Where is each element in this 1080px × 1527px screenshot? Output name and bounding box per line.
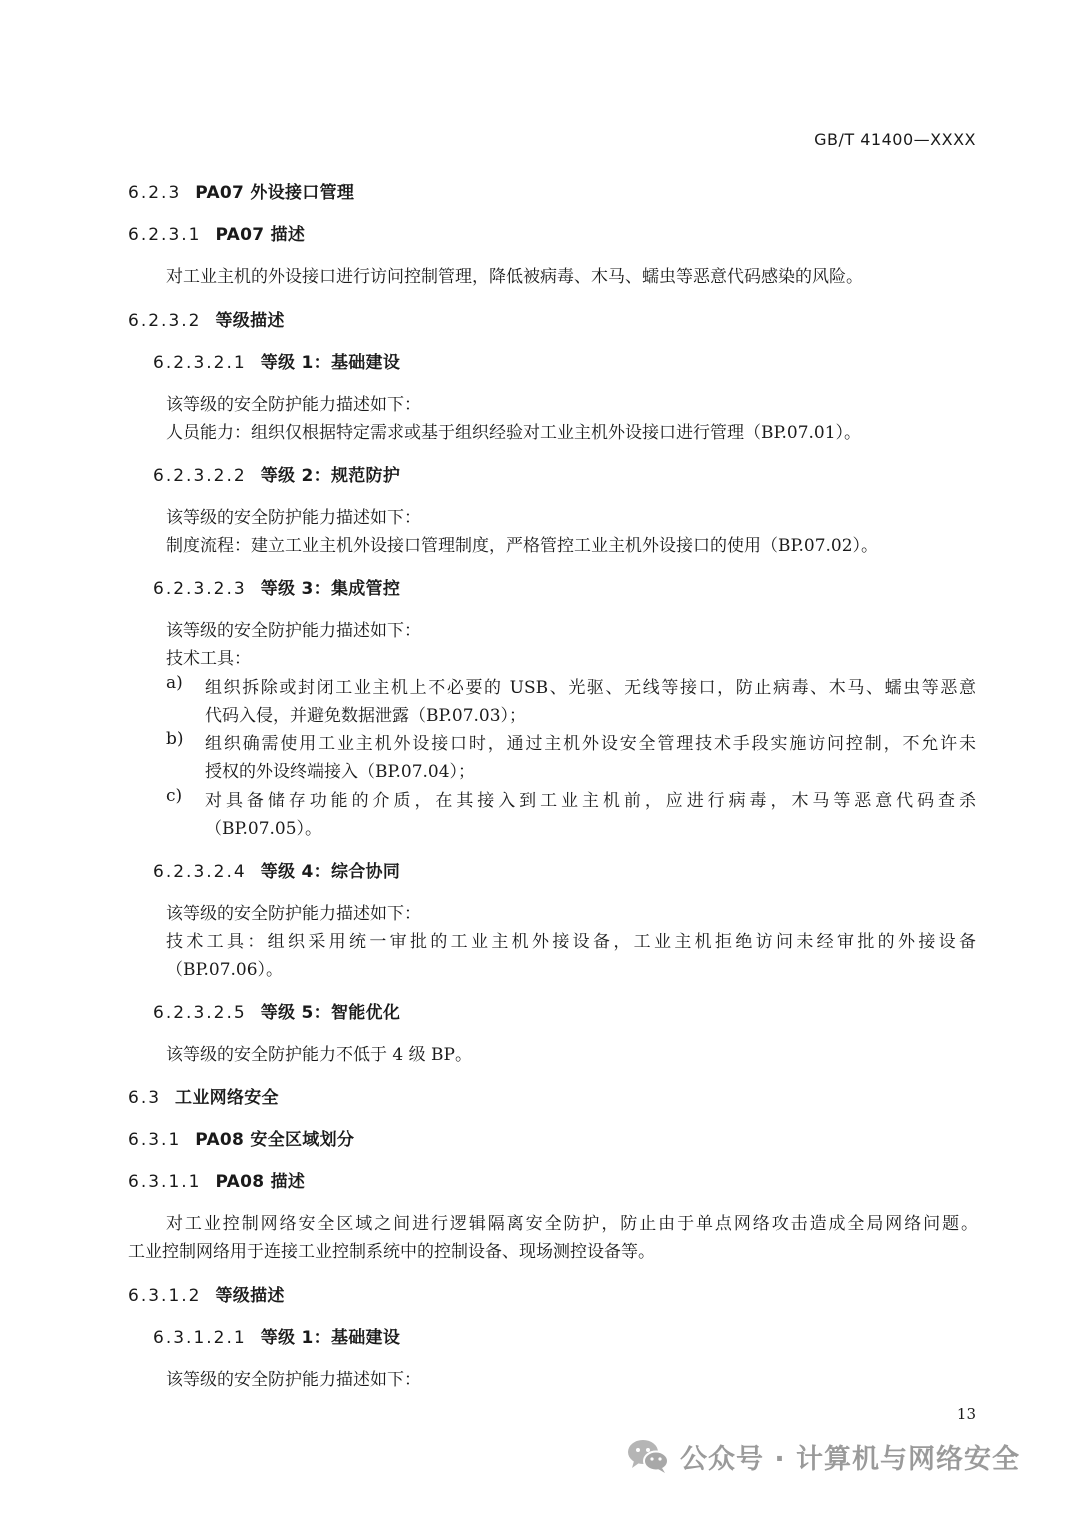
paragraph-tech-tools-label: 技术工具： (166, 649, 251, 669)
standard-code: GB/T 41400—XXXX (814, 130, 976, 149)
heading-6-3-1-1: 6.3.1.1 PA08 描述 (128, 1172, 306, 1192)
list-item-a-line2: 代码入侵，并避免数据泄露（BP.07.03）； (205, 706, 527, 726)
list-marker-a: a) (166, 673, 183, 693)
paragraph-tech-tools-line1: 技术工具：组织采用统一审批的工业主机外接设备，工业主机拒绝访问未经审批的外接设备 (166, 932, 976, 952)
heading-6-2-3-2-2: 6.2.3.2.2 等级 2：规范防护 (153, 466, 401, 486)
list-marker-c: c) (166, 786, 183, 806)
paragraph-pa08-line2: 工业控制网络用于连接工业控制系统中的控制设备、现场测控设备等。 (128, 1242, 655, 1262)
list-item-a-line1: 组织拆除或封闭工业主机上不必要的 USB、光驱、无线等接口，防止病毒、木马、蠕虫等恶意 (205, 678, 976, 698)
heading-6-2-3-2-1: 6.2.3.2.1 等级 1：基础建设 (153, 353, 401, 373)
paragraph-personnel: 人员能力：组织仅根据特定需求或基于组织经验对工业主机外设接口进行管理（BP.07.01）。 (166, 423, 862, 443)
paragraph-pa07-description: 对工业主机的外设接口进行访问控制管理，降低被病毒、木马、蠕虫等恶意代码感染的风险。 (166, 267, 863, 287)
paragraph-intro: 该等级的安全防护能力描述如下： (166, 508, 421, 528)
list-item-c-line1: 对具备储存功能的介质，在其接入到工业主机前，应进行病毒，木马等恶意代码查杀 (205, 791, 976, 811)
paragraph-pa08-line1: 对工业控制网络安全区域之间进行逻辑隔离安全防护，防止由于单点网络攻击造成全局网络问题。 (166, 1214, 978, 1234)
list-item-c-line2: （BP.07.05）。 (205, 819, 323, 839)
list-item-b-line1: 组织确需使用工业主机外设接口时，通过主机外设安全管理技术手段实施访问控制，不允许未 (205, 734, 976, 754)
heading-6-3-1-2-1: 6.3.1.2.1 等级 1：基础建设 (153, 1328, 401, 1348)
watermark (626, 1430, 1056, 1482)
paragraph-process: 制度流程：建立工业主机外设接口管理制度，严格管控工业主机外设接口的使用（BP.07.02）。 (166, 536, 879, 556)
paragraph-intro: 该等级的安全防护能力描述如下： (166, 1370, 421, 1390)
wechat-icon (626, 1437, 670, 1475)
list-marker-b: b) (166, 729, 184, 749)
heading-6-2-3-2: 6.2.3.2 等级描述 (128, 311, 285, 331)
list-item-b-line2: 授权的外设终端接入（BP.07.04）； (205, 762, 476, 782)
paragraph-level5: 该等级的安全防护能力不低于 4 级 BP。 (166, 1045, 472, 1065)
heading-6-3-1-2: 6.3.1.2 等级描述 (128, 1286, 285, 1306)
heading-6-3: 6.3 工业网络安全 (128, 1088, 279, 1108)
heading-6-2-3: 6.2.3 PA07 外设接口管理 (128, 183, 355, 203)
paragraph-intro: 该等级的安全防护能力描述如下： (166, 904, 421, 924)
heading-6-2-3-2-3: 6.2.3.2.3 等级 3：集成管控 (153, 579, 401, 599)
paragraph-intro: 该等级的安全防护能力描述如下： (166, 395, 421, 415)
paragraph-tech-tools-line2: （BP.07.06）。 (166, 960, 284, 980)
page-number: 13 (956, 1405, 976, 1423)
heading-6-3-1: 6.3.1 PA08 安全区域划分 (128, 1130, 355, 1150)
paragraph-intro: 该等级的安全防护能力描述如下： (166, 621, 421, 641)
watermark-text: 公众号 · 计算机与网络安全 (680, 1443, 1021, 1475)
heading-6-2-3-2-4: 6.2.3.2.4 等级 4：综合协同 (153, 862, 401, 882)
heading-6-2-3-1: 6.2.3.1 PA07 描述 (128, 225, 306, 245)
heading-6-2-3-2-5: 6.2.3.2.5 等级 5：智能优化 (153, 1003, 401, 1023)
